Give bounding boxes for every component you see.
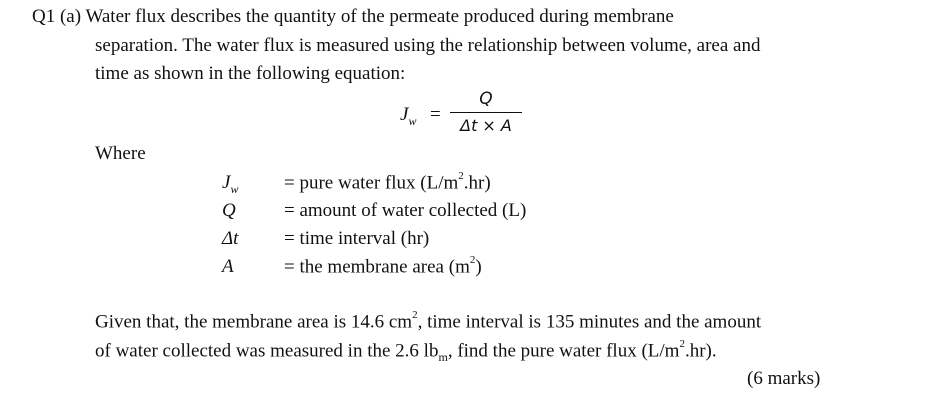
definition-symbol-delta-t: Δt bbox=[222, 228, 239, 249]
definition-superscript: 2 bbox=[458, 170, 464, 182]
definition-superscript: 2 bbox=[469, 254, 476, 266]
given-subscript: m bbox=[438, 350, 448, 365]
given-line-1 bbox=[95, 311, 761, 333]
symbol-subscript: w bbox=[230, 181, 239, 196]
given-text-mid: , find the pure water flux (L/m bbox=[447, 340, 680, 362]
given-text-end: , time interval is 135 minutes and the amount bbox=[417, 311, 762, 333]
definition-text: = pure water flux (L/m bbox=[284, 172, 459, 194]
question-line-3: time as shown in the following equation: bbox=[95, 63, 406, 84]
definition-text-q: = amount of water collected (L) bbox=[284, 200, 527, 221]
definition-text-end: ) bbox=[475, 256, 482, 278]
given-superscript: 2 bbox=[679, 338, 685, 350]
where-label: Where bbox=[95, 143, 146, 164]
definition-symbol-jw bbox=[222, 172, 238, 197]
equation-lhs bbox=[400, 104, 416, 129]
symbol-text: J bbox=[222, 172, 231, 193]
definition-text-a bbox=[284, 256, 482, 278]
equation-denominator: Δt × A bbox=[460, 116, 512, 136]
marks-label: (6 marks) bbox=[747, 368, 821, 389]
given-text: Given that, the membrane area is 14.6 cm bbox=[95, 311, 413, 333]
question-line-1: Q1 (a) Water flux describes the quantity of the permeate produced during membrane bbox=[32, 6, 674, 27]
equation-lhs-subscript: w bbox=[408, 113, 417, 128]
equation-lhs-symbol: J bbox=[400, 104, 409, 125]
fraction-bar bbox=[450, 112, 522, 113]
given-text-end: .hr). bbox=[684, 340, 717, 362]
definition-text-jw bbox=[284, 172, 491, 194]
definition-text: = the membrane area (m bbox=[284, 256, 470, 278]
definition-text-end: .hr) bbox=[463, 172, 491, 194]
definition-text-delta-t: = time interval (hr) bbox=[284, 228, 430, 249]
given-line-2 bbox=[95, 340, 717, 365]
given-text: of water collected was measured in the 2.6 lb bbox=[95, 340, 439, 362]
definition-symbol-a: A bbox=[222, 256, 234, 277]
equation-fraction bbox=[450, 88, 522, 137]
equation-numerator: Q bbox=[479, 89, 493, 109]
given-superscript: 2 bbox=[412, 309, 418, 321]
definition-symbol-q: Q bbox=[222, 200, 236, 221]
equation-equals: = bbox=[430, 104, 441, 125]
question-line-2: separation. The water flux is measured using the relationship between volume, area and bbox=[95, 35, 761, 56]
